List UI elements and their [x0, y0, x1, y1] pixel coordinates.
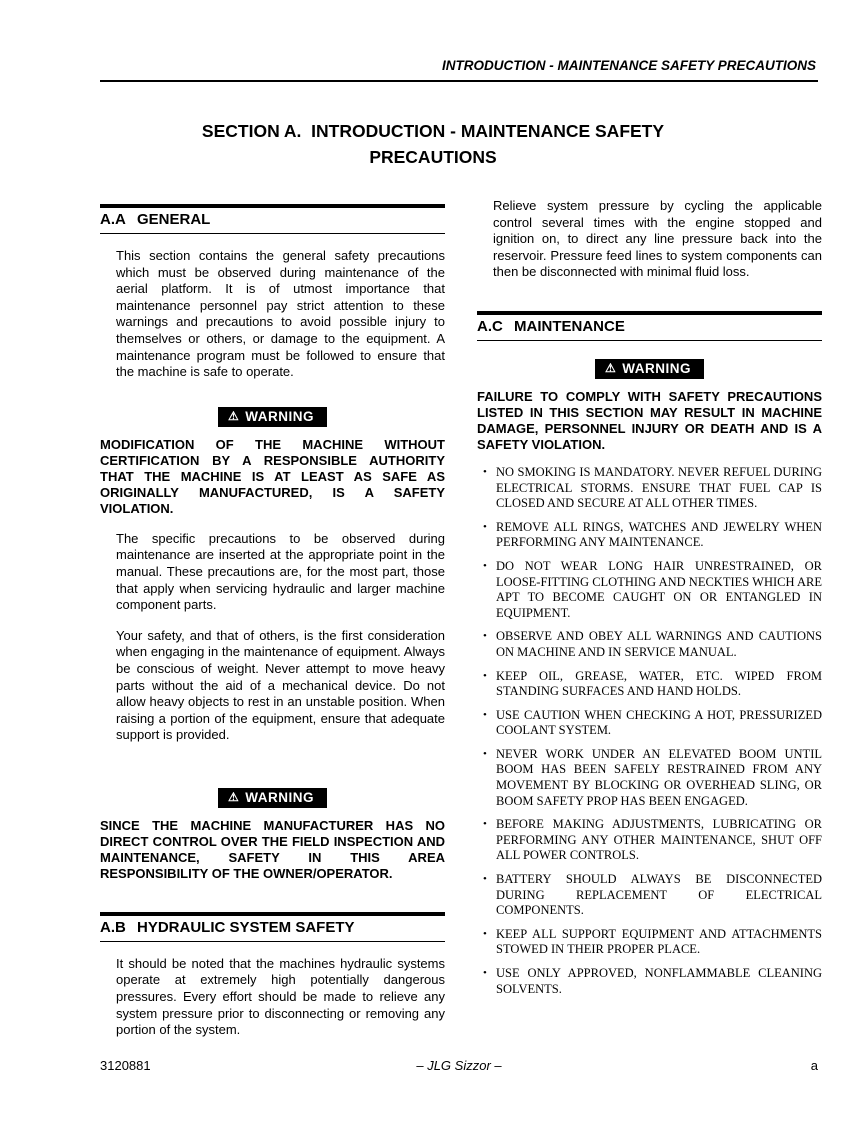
page-title: [0, 118, 866, 170]
page-title-line2: PRECAUTIONS: [369, 147, 497, 167]
section-heading-maintenance: [477, 311, 822, 341]
running-header: INTRODUCTION - MAINTENANCE SAFETY PRECAUTIONS: [441, 58, 816, 73]
list-item: • DO NOT WEAR LONG HAIR UNRESTRAINED, OR LOOSE-FITTING CLOTHING AND NECKTIES WHICH ARE APT TO BECOME CAUGHT ON OR ENTANGLED IN EQUIPMENT.: [483, 559, 822, 621]
list-item: • REMOVE ALL RINGS, WATCHES AND JEWELRY WHEN PERFORMING ANY MAINTENANCE.: [483, 520, 822, 551]
list-item: • OBSERVE AND OBEY ALL WARNINGS AND CAUTIONS ON MACHINE AND IN SERVICE MANUAL.: [483, 629, 822, 660]
list-item: • KEEP ALL SUPPORT EQUIPMENT AND ATTACHMENTS STOWED IN THEIR PROPER PLACE.: [483, 927, 822, 958]
header-rule: [100, 80, 818, 82]
warning-badge: [218, 788, 327, 808]
warning-badge-label: WARNING: [245, 789, 314, 805]
two-column-body: [100, 196, 822, 1039]
warning-badge: [218, 407, 327, 427]
section-heading-general: [100, 204, 445, 234]
section-heading-hydraulic: [100, 912, 445, 942]
warning-triangle-icon: ⚠: [227, 409, 240, 424]
list-item: • BEFORE MAKING ADJUSTMENTS, LUBRICATING OR PERFORMING ANY OTHER MAINTENANCE, SHUT OFF ALL POWER CONTROLS.: [483, 817, 822, 864]
footer-page-number: a: [810, 1058, 818, 1073]
warning-triangle-icon: ⚠: [604, 361, 617, 376]
paragraph-your-safety: Your safety, and that of others, is the first consideration when engaging in the maintenance of equipment. Always be conscious of weight. Never attempt to move heavy parts without the aid of a mechanical device. Do not allow heavy objects to rest in an unstable position. When raising a portion of the equipment, ensure that adequate support is provided.: [116, 627, 445, 743]
page-footer: [100, 1058, 818, 1073]
warning-text-modification: MODIFICATION OF THE MACHINE WITHOUT CERTIFICATION BY A RESPONSIBLE AUTHORITY THAT THE MACHINE IS AT LEAST AS SAFE AS ORIGINALLY MANUFACTURED, IS A SAFETY VIOLATION.: [100, 436, 445, 516]
list-item: • USE CAUTION WHEN CHECKING A HOT, PRESSURIZED COOLANT SYSTEM.: [483, 708, 822, 739]
section-title-text: GENERAL: [137, 211, 211, 228]
section-title-text: HYDRAULIC SYSTEM SAFETY: [137, 918, 355, 936]
warning-badge-label: WARNING: [622, 360, 691, 376]
warning-badge: [595, 359, 704, 379]
paragraph-relieve-pressure: Relieve system pressure by cycling the applicable control several times with the engine stopped and ignition on, to direct any line pressure back into the reservoir. Pressure feed lines to system components can then be disconnected with minimal fluid loss.: [493, 198, 822, 280]
paragraph-general: This section contains the general safety precautions which must be observed during maintenance of the aerial platform. It is of utmost importance that maintenance personnel pay strict attention to these warnings and precautions to avoid possible injury to themselves or others, or damage to the equipment. A maintenance program must be followed to ensure that the machine is safe to operate.: [116, 248, 445, 380]
left-column: [100, 196, 445, 1039]
list-item: • BATTERY SHOULD ALWAYS BE DISCONNECTED DURING REPLACEMENT OF ELECTRICAL COMPONENTS.: [483, 872, 822, 919]
section-number: A.C: [477, 317, 503, 335]
list-item: • USE ONLY APPROVED, NONFLAMMABLE CLEANING SOLVENTS.: [483, 966, 822, 997]
maintenance-precaution-list: [483, 465, 822, 997]
list-item: • KEEP OIL, GREASE, WATER, ETC. WIPED FROM STANDING SURFACES AND HAND HOLDS.: [483, 669, 822, 700]
footer-document-number: 3120881: [100, 1058, 151, 1073]
paragraph-specific-precautions: The specific precautions to be observed during maintenance are inserted at the appropriate point in the manual. These precautions are, for the most part, those that apply when servicing hydraulic and larger machine component parts.: [116, 530, 445, 613]
warning-text-manufacturer: SINCE THE MACHINE MANUFACTURER HAS NO DIRECT CONTROL OVER THE FIELD INSPECTION AND MAINTENANCE, SAFETY IN THIS AREA RESPONSIBILITY OF THE OWNER/OPERATOR.: [100, 817, 445, 881]
warning-badge-label: WARNING: [245, 408, 314, 424]
paragraph-hydraulic: It should be noted that the machines hydraulic systems operate at extremely high potentially dangerous pressures. Every effort should be made to relieve any system pressure prior to disconnecting or removing any portion of the system.: [116, 955, 445, 1038]
section-title-text: MAINTENANCE: [514, 317, 625, 335]
footer-book-title: – JLG Sizzor –: [416, 1058, 502, 1073]
list-item: • NO SMOKING IS MANDATORY. NEVER REFUEL DURING ELECTRICAL STORMS. ENSURE THAT FUEL CAP IS CLOSED AND SECURE AT ALL OTHER TIMES.: [483, 465, 822, 512]
warning-text-failure-to-comply: FAILURE TO COMPLY WITH SAFETY PRECAUTIONS LISTED IN THIS SECTION MAY RESULT IN MACHINE DAMAGE, PERSONNEL INJURY OR DEATH AND IS A SAFETY VIOLATION.: [477, 388, 822, 452]
list-item: • NEVER WORK UNDER AN ELEVATED BOOM UNTIL BOOM HAS BEEN SAFELY RESTRAINED FROM ANY MOVEMENT BY BLOCKING OR OVERHEAD SLING, OR BOOM SAFETY PROP HAS BEEN ENGAGED.: [483, 747, 822, 809]
section-number: A.A: [100, 211, 126, 228]
warning-triangle-icon: ⚠: [227, 790, 240, 805]
page-title-line1: SECTION A. INTRODUCTION - MAINTENANCE SAFETY: [201, 121, 665, 141]
section-number: A.B: [100, 918, 126, 936]
right-column: [477, 196, 822, 1005]
